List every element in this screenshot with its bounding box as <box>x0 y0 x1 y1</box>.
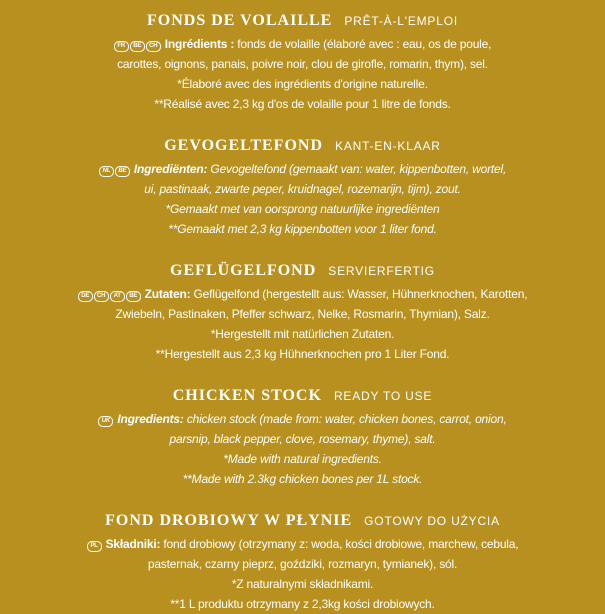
section-heading <box>0 135 605 157</box>
footnote-1: *Made with natural ingredients. <box>223 452 382 466</box>
ingredients-text: fond drobiowy (otrzymany z: woda, kości drobiowe, marchew, cebula, <box>160 537 519 551</box>
section-heading <box>0 260 605 282</box>
ingredients-label: Ingredients: <box>117 412 184 426</box>
country-badges <box>98 409 114 429</box>
section-subtitle: PRÊT-À-L'EMPLOI <box>344 14 458 28</box>
section-pl <box>0 510 605 614</box>
country-badge: BE <box>115 166 130 177</box>
country-badge: CH <box>94 291 109 302</box>
country-badge: DE <box>78 291 93 302</box>
country-badge: UK <box>98 416 113 427</box>
country-badges <box>87 534 103 554</box>
country-badges <box>99 159 131 179</box>
ingredients-text: Gevogeltefond (gemaakt van: water, kippenbotten, wortel, <box>207 162 507 176</box>
section-heading <box>0 10 605 32</box>
ingredients-line-2: parsnip, black pepper, clove, rosemary, thyme), salt. <box>169 432 436 446</box>
ingredients-text: fonds de volaille (élaboré avec : eau, os de poule, <box>234 37 492 51</box>
footnote-1: *Élaboré avec des ingrédients d'origine naturelle. <box>177 77 428 91</box>
footnote-1: *Gemaakt met van oorsprong natuurlijke ingrediënten <box>165 202 440 216</box>
ingredients-text: Geflügelfond (hergestellt aus: Wasser, Hühnerknochen, Karotten, <box>190 287 528 301</box>
section-nl <box>0 135 605 239</box>
ingredients-line <box>0 534 605 554</box>
ingredients-line-2: pasternak, czarny pieprz, goździki, rozmaryn, tymianek), sól. <box>147 557 458 571</box>
country-badge: CH <box>146 41 161 52</box>
country-badge: FR <box>114 41 129 52</box>
ingredients-line <box>0 159 605 179</box>
ingredients-line-2: ui, pastinaak, zwarte peper, kruidnagel, rozemarijn, tijm), zout. <box>144 182 461 196</box>
section-heading <box>0 385 605 407</box>
footnote-2: **Hergestellt aus 2,3 kg Hühnerknochen pro 1 Liter Fond. <box>155 347 450 361</box>
ingredients-label: Zutaten: <box>144 287 191 301</box>
ingredients-label: Ingrediënten: <box>133 162 208 176</box>
country-badge: AT <box>110 291 125 302</box>
section-title: CHICKEN STOCK <box>172 387 322 404</box>
section-title: FONDS DE VOLAILLE <box>147 12 333 29</box>
ingredients-label: Ingrédients : <box>164 37 235 51</box>
footnote-2: **1 L produktu otrzymany z 2,3kg kości drobiowych. <box>170 597 435 611</box>
section-title: FOND DROBIOWY W PŁYNIE <box>105 512 353 529</box>
footnote-2: **Made with 2.3kg chicken bones per 1L stock. <box>182 472 423 486</box>
ingredients-line-2: Zwiebeln, Pastinaken, Pfeffer schwarz, Nelke, Rosmarin, Thymian), Salz. <box>115 307 490 321</box>
country-badges <box>114 34 162 54</box>
country-badge: PL <box>87 541 102 552</box>
ingredients-text: chicken stock (made from: water, chicken bones, carrot, onion, <box>183 412 507 426</box>
footnote-2: **Gemaakt met 2,3 kg kippenbotten voor 1 liter fond. <box>168 222 437 236</box>
section-uk <box>0 385 605 489</box>
ingredients-line <box>0 34 605 54</box>
section-subtitle: GOTOWY DO UŻYCIA <box>364 514 500 528</box>
section-title: GEVOGELTEFOND <box>164 137 324 154</box>
footnote-1: *Z naturalnymi składnikami. <box>231 577 374 591</box>
footnote-2: **Réalisé avec 2,3 kg d'os de volaille pour 1 litre de fonds. <box>154 97 451 111</box>
section-subtitle: SERVIERFERTIG <box>328 264 435 278</box>
section-subtitle: READY TO USE <box>333 389 433 403</box>
country-badges <box>78 284 142 304</box>
country-badge: BE <box>126 291 141 302</box>
country-badge: BE <box>130 41 145 52</box>
ingredients-line <box>0 284 605 304</box>
ingredients-line <box>0 409 605 429</box>
section-subtitle: KANT-EN-KLAAR <box>335 139 441 153</box>
footnote-1: *Hergestellt mit natürlichen Zutaten. <box>210 327 395 341</box>
ingredients-label: Składniki: <box>105 537 161 551</box>
section-fr <box>0 10 605 114</box>
section-de <box>0 260 605 364</box>
section-title: GEFLÜGELFOND <box>170 262 317 279</box>
section-heading <box>0 510 605 532</box>
country-badge: NL <box>99 166 114 177</box>
ingredients-line-2: carottes, oignons, panais, poivre noir, clou de girofle, romarin, thym), sel. <box>117 57 488 71</box>
